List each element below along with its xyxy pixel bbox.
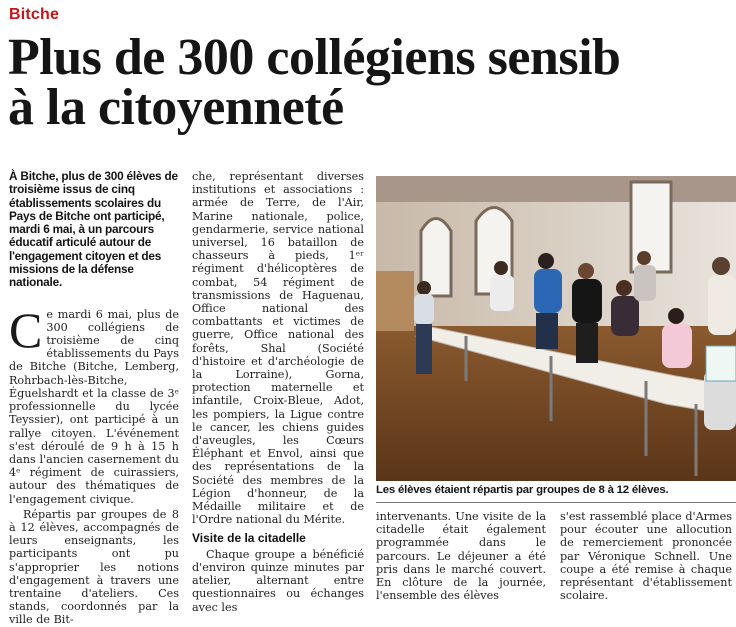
- paragraph-5: intervenants. Une visite de la citadelle était également programmée dans le parcours. Le déjeuner a été pris dans le marché couvert. En clôture de la journée, l'ensemble des élèves: [376, 510, 546, 603]
- article-photo: [376, 176, 736, 481]
- paragraph-1: [9, 301, 179, 506]
- paragraph-2: Répartis par groupes de 8 à 12 élèves, accompagnés de leurs enseignants, les participants ont pu s'approprier les notions d'engagement à travers une trentaine d'ateliers. Ces stands, coordonnés par la ville de Bit-: [9, 507, 179, 627]
- paragraph-6: s'est rassemblé place d'Armes pour écouter une allocution de remerciement prononcée par Véronique Schnell. Une coupe a été remise à chaque représentant d'établissement scolaire.: [560, 510, 732, 603]
- paragraph-4: Chaque groupe a bénéficié d'environ quinze minutes par atelier, alternant entre questionnaires ou échanges avec les: [192, 547, 364, 614]
- paragraph-1-text: e mardi 6 mai, plus de 300 collégiens de troisième de cinq établissements du Pays de Bitche (Bitche, Lemberg, Rohrbach-lès-Bitche, Éguelshardt et la classe de 3ᵉ professionnelle du lycée Teyssier), ont participé à un rallye citoyen. L'événement s'est déroulé de 9 h à 15 h dans l'ancien casernement du 4ᵉ régiment de cuirassiers, autour des thématiques de l'engagement civique.: [9, 307, 179, 506]
- section-kicker: Bitche: [9, 6, 60, 23]
- headline: [8, 29, 736, 136]
- column-3: [376, 510, 546, 602]
- photo-caption: Les élèves étaient répartis par groupes de 8 à 12 élèves.: [376, 484, 669, 496]
- column-2: [192, 170, 364, 614]
- chapo: À Bitche, plus de 300 élèves de troisième issus de cinq établissements scolaires du Pays de Bitche ont participé, mardi 6 mai, à un parcours éducatif articulé autour de l'engagement citoyen et des missions de la défense nationale.: [9, 169, 178, 290]
- paragraph-3: che, représentant diverses institutions et associations : armée de Terre, de l'Air, Marine nationale, police, gendarmerie, service national universel, 16 bataillon de chasseurs à pieds, 1ᵉʳ régiment d'hélicoptères de combat, 54 régiment de transmissions de Haguenau, Office national des combattants et victimes de guerre, Office national des forêts, Shal (Société d'histoire et d'archéologie de la Lorraine), Gorna, protection maternelle et infantile, Croix-Bleue, Adot, les pompiers, la Ligue contre le cancer, les chiens guides d'aveugles, les Cœurs Éléphant et Envol, ainsi que des représentations de la Société des membres de la Légion d'honneur, de la Médaille militaire et de l'Ordre national du Mérite.: [192, 170, 364, 527]
- column-4: [560, 510, 732, 602]
- subheading: Visite de la citadelle: [192, 531, 306, 546]
- dropcap: C: [9, 301, 43, 358]
- column-1: [9, 170, 179, 627]
- caption-divider: [376, 502, 736, 503]
- headline-line-1: Plus de 300 collégiens sensib: [8, 29, 621, 86]
- headline-line-2: à la citoyenneté: [8, 79, 344, 136]
- photo-illustration: [376, 176, 736, 481]
